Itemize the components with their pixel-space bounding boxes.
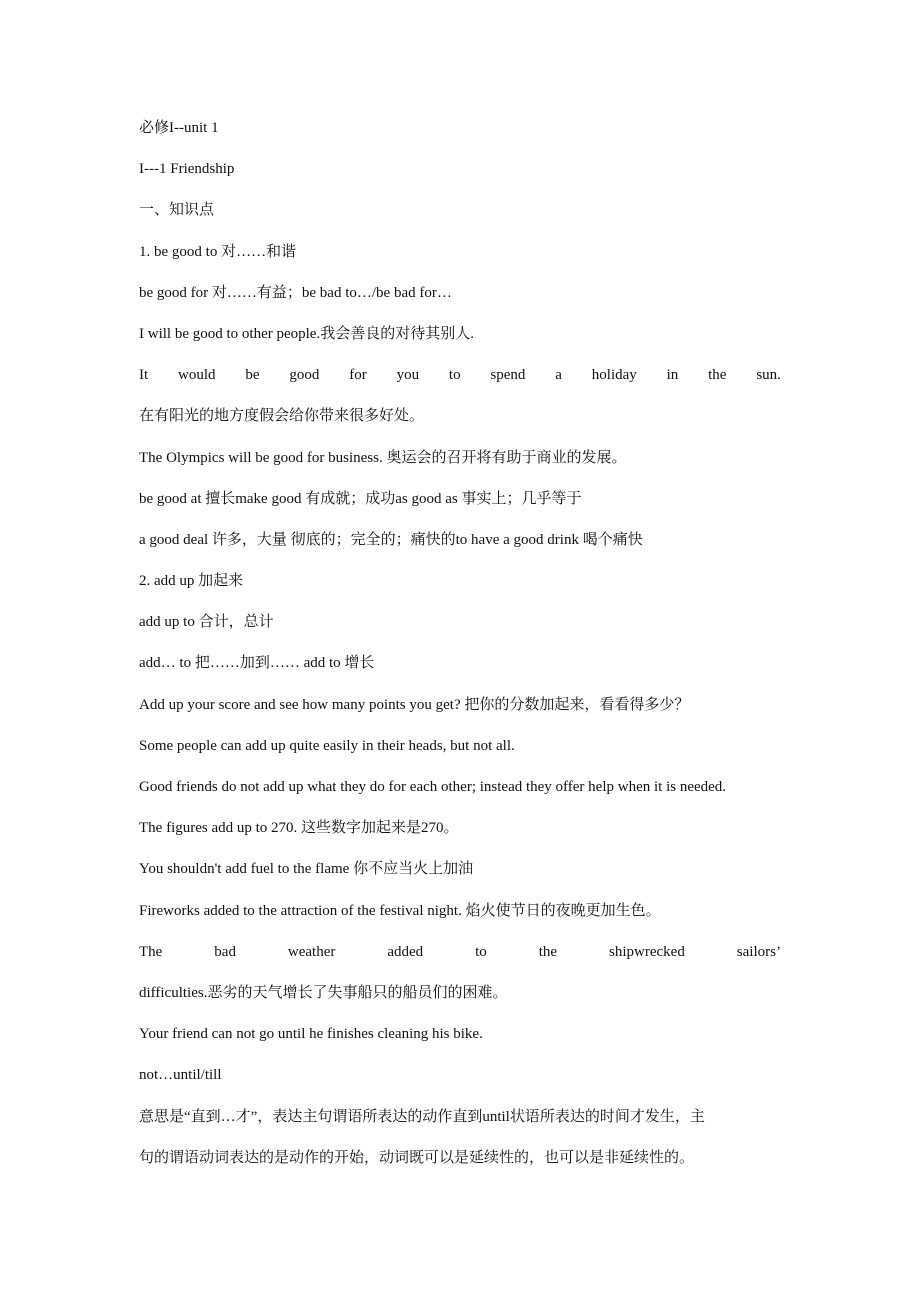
text-line: Your friend can not go until he finishes cleaning his bike. [139, 1026, 483, 1043]
word: to [448, 367, 461, 384]
text-line: The Olympics will be good for business. 奥运会的召开将有助于商业的发展。 [139, 449, 627, 466]
word: good [289, 367, 320, 384]
word: the [538, 943, 558, 960]
word: in [666, 367, 679, 384]
word: to [475, 943, 487, 960]
subtitle-line: I---1 Friendship [139, 161, 235, 178]
document-body [139, 118, 781, 1189]
word: a [555, 367, 562, 384]
text-line: be good for 对……有益；be bad to…/be bad for… [139, 284, 452, 301]
word: bad [214, 943, 236, 960]
word: you [396, 367, 420, 384]
word: sailors’ [736, 943, 781, 960]
word: The [139, 943, 163, 960]
text-line: Add up your score and see how many points you get? 把你的分数加起来，看看得多少？ [139, 696, 690, 713]
word: be [245, 367, 260, 384]
word: weather [287, 943, 336, 960]
word: It [139, 367, 149, 384]
text-line: Some people can add up quite easily in their heads, but not all. [139, 737, 515, 754]
section-heading: 一、知识点 [139, 202, 215, 219]
text-line: 2. add up 加起来 [139, 573, 244, 590]
text-line: You shouldn't add fuel to the flame 你不应当火上加油 [139, 861, 474, 878]
word: holiday [591, 367, 637, 384]
word: the [708, 367, 727, 384]
text-line: be good at 擅长make good 有成就；成功as good as 事实上；几乎等于 [139, 490, 582, 507]
word: would [178, 367, 216, 384]
word: added [387, 943, 424, 960]
text-line: I will be good to other people.我会善良的对待其别人. [139, 325, 474, 342]
justified-sentence-2 [139, 942, 781, 962]
word: for [349, 367, 367, 384]
title-line: 必修I--unit 1 [139, 120, 219, 136]
text-line: 1. be good to 对……和谐 [139, 243, 297, 260]
text-line: The figures add up to 270. 这些数字加起来是270。 [139, 820, 459, 837]
text-line: a good deal 许多，大量 彻底的；完全的；痛快的to have a good drink 喝个痛快 [139, 531, 643, 548]
text-line: Good friends do not add up what they do for each other; instead they offer help when it is needed. [139, 779, 727, 795]
text-line: 意思是“直到…才”，表达主句谓语所表达的动作直到until状语所表达的时间才发生，主 [139, 1108, 705, 1125]
text-line: 在有阳光的地方度假会给你带来很多好处。 [139, 408, 425, 425]
word: spend [490, 367, 526, 384]
text-line: 句的谓语动词表达的是动作的开始，动词既可以是延续性的，也可以是非延续性的。 [139, 1149, 695, 1166]
word: shipwrecked [609, 943, 685, 960]
word: sun. [756, 367, 781, 384]
text-line: Fireworks added to the attraction of the festival night. 焰火使节日的夜晚更加生色。 [139, 902, 661, 919]
text-line: add up to 合计，总计 [139, 614, 274, 631]
text-line: not…until/till [139, 1067, 222, 1084]
text-line: add… to 把……加到…… add to 增长 [139, 655, 375, 672]
text-line: difficulties.恶劣的天气增长了失事船只的船员们的困难。 [139, 984, 508, 1001]
justified-sentence-1 [139, 365, 781, 385]
